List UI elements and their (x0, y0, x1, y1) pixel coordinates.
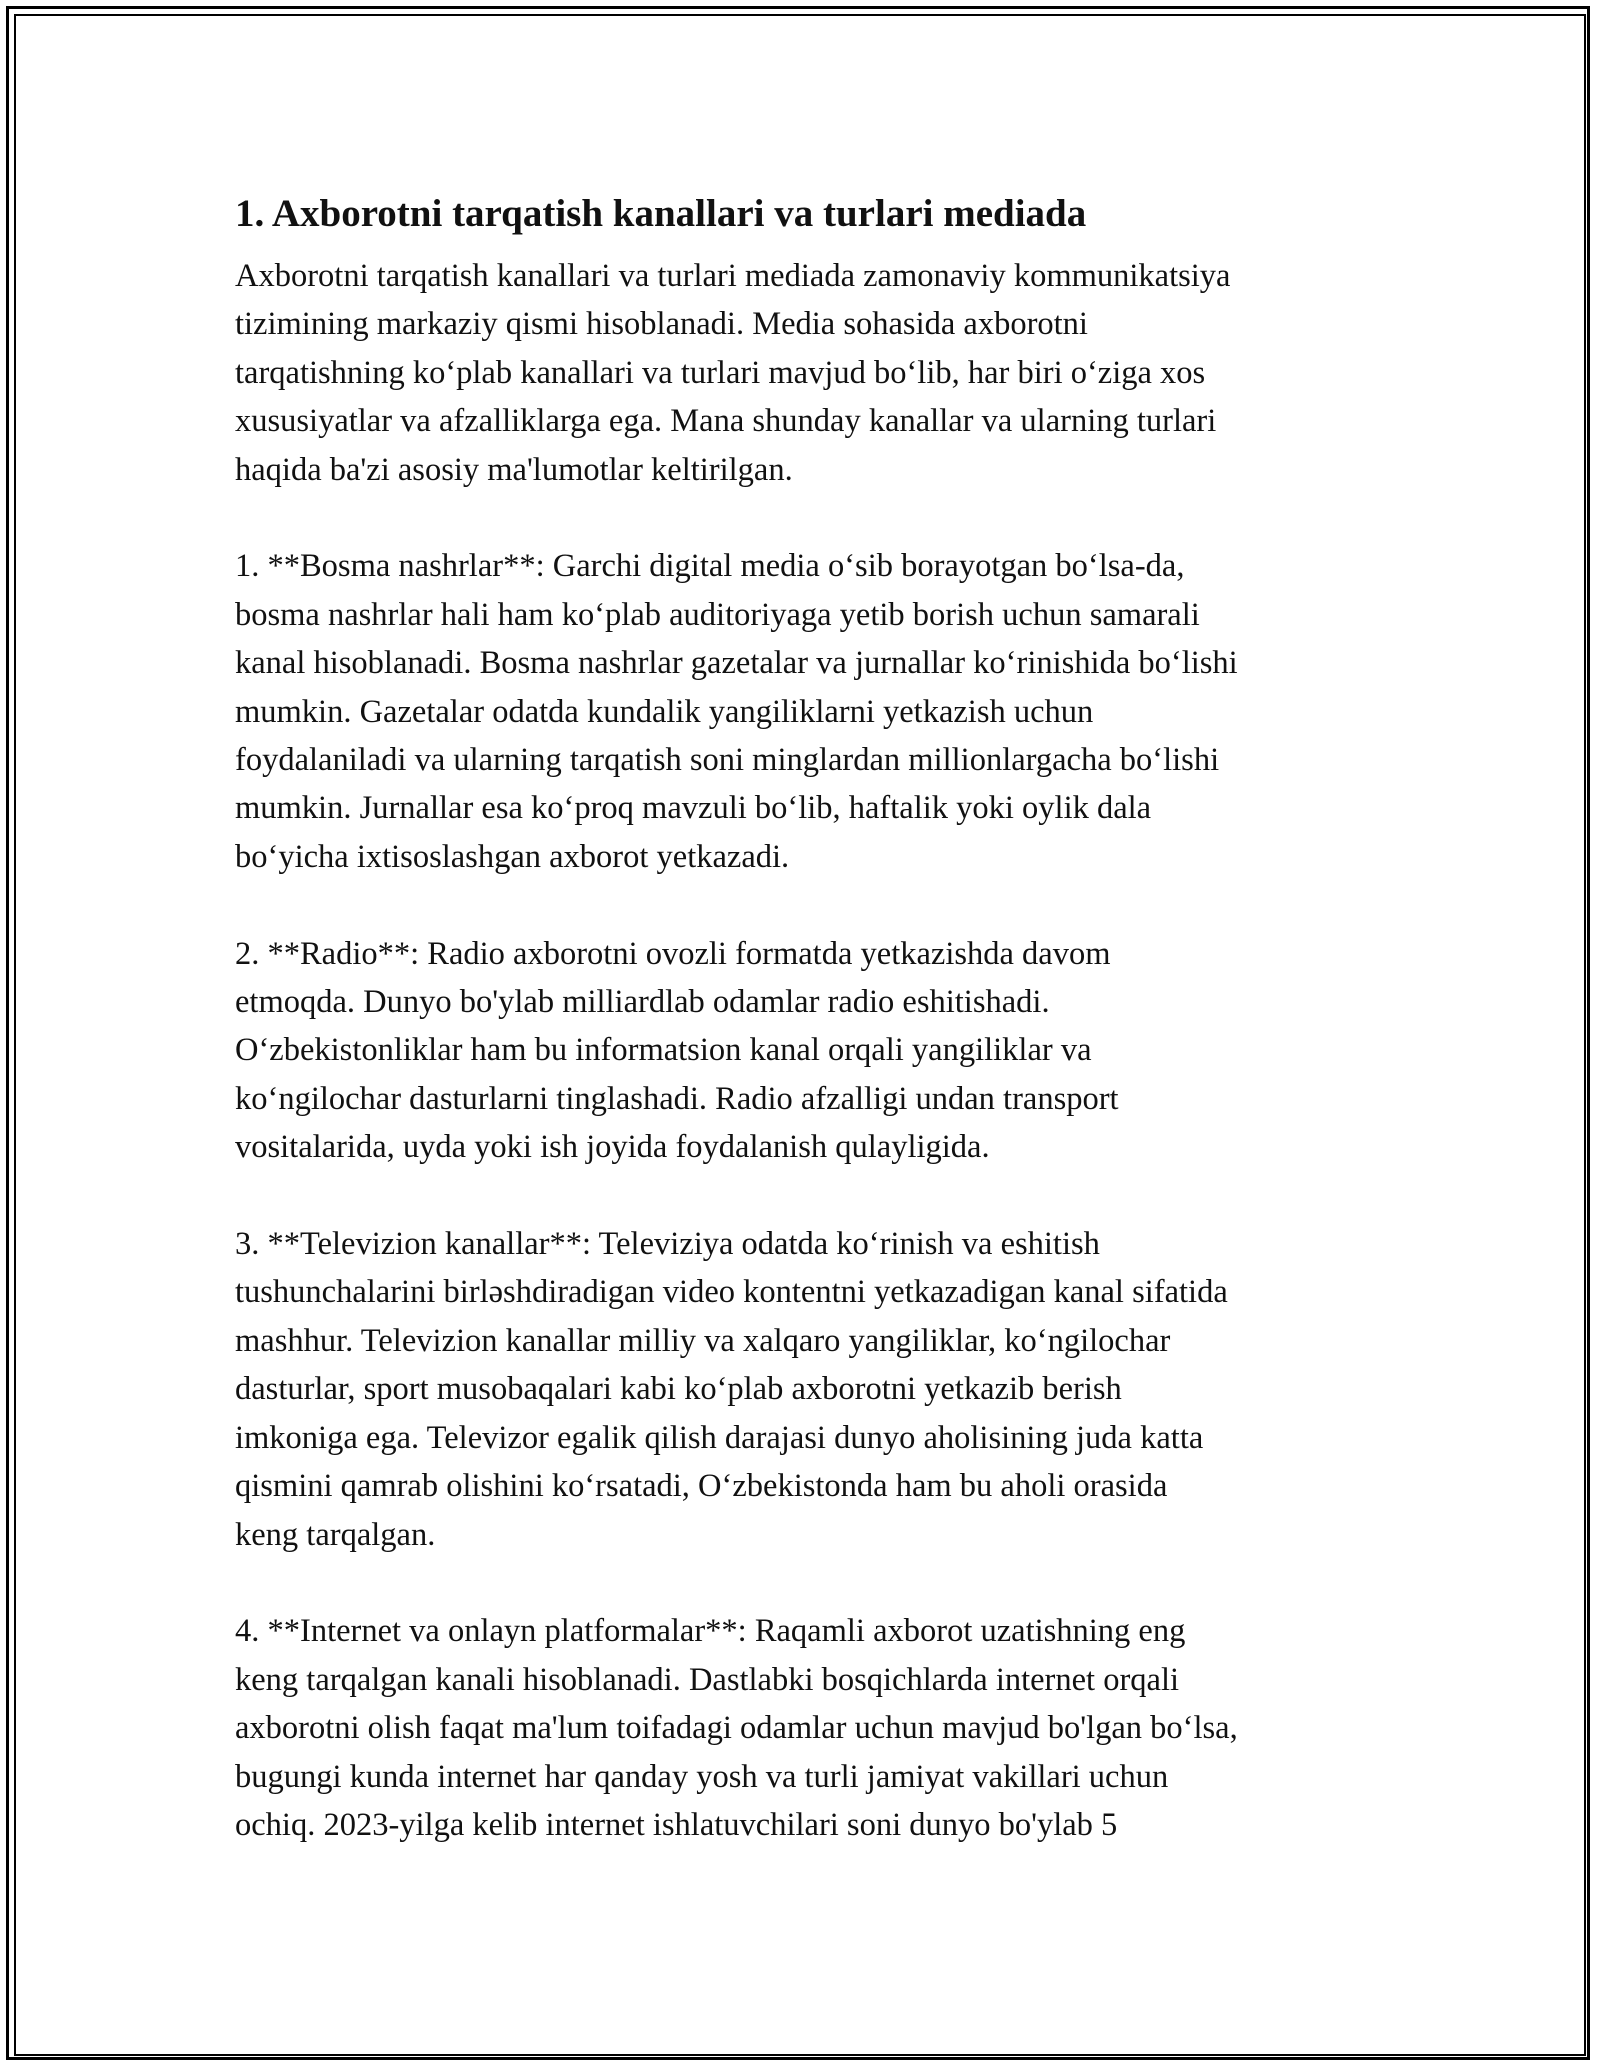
print-media-paragraph (235, 542, 1375, 881)
text-line: keng tarqalgan kanali hisoblanadi. Dastlabki bosqichlarda internet orqali (235, 1661, 1180, 1698)
internet-paragraph (235, 1607, 1375, 1849)
document-body (235, 182, 1375, 1898)
text-line: tizimining markaziy qismi hisoblanadi. Media sohasida axborotni (235, 306, 1088, 343)
text-line: etmoqda. Dunyo bo'ylab milliardlab odamlar radio eshitishadi. (235, 984, 1050, 1021)
text-line: mumkin. Jurnallar esa ko‘proq mavzuli bo‘lib, haftalik yoki oylik dala (235, 790, 1152, 827)
text-line: xususiyatlar va afzalliklarga ega. Mana shunday kanallar va ularning turlari (235, 403, 1217, 440)
text-line: foydalaniladi va ularning tarqatish soni minglardan millionlargacha bo‘lishi (235, 742, 1220, 779)
text-line: dasturlar, sport musobaqalari kabi ko‘plab axborotni yetkazib berish (235, 1371, 1122, 1408)
text-line: haqida ba'zi asosiy ma'lumotlar keltirilgan. (235, 451, 793, 488)
television-paragraph (235, 1220, 1375, 1559)
text-line: mumkin. Gazetalar odatda kundalik yangiliklarni yetkazish uchun (235, 693, 1094, 730)
text-line: 1. **Bosma nashrlar**: Garchi digital media o‘sib borayotgan bo‘lsa-da, (235, 548, 1185, 585)
text-line: bugungi kunda internet har qanday yosh va turli jamiyat vakillari uchun (235, 1758, 1169, 1795)
text-line: 4. **Internet va onlayn platformalar**: Raqamli axborot uzatishning eng (235, 1613, 1186, 1650)
text-line: 3. **Televizion kanallar**: Televiziya odatda ko‘rinish va eshitish (235, 1226, 1100, 1263)
text-line: mashhur. Televizion kanallar milliy va xalqaro yangiliklar, ko‘ngilochar (235, 1322, 1171, 1359)
text-line: vositalarida, uyda yoki ish joyida foydalanish qulayligida. (235, 1129, 990, 1166)
radio-paragraph (235, 930, 1375, 1172)
text-line: bosma nashrlar hali ham ko‘plab auditoriyaga yetib borish uchun samarali (235, 596, 1200, 633)
text-line: qismini qamrab olishini ko‘rsatadi, O‘zbekistonda ham bu aholi orasida (235, 1468, 1168, 1505)
text-line: axborotni olish faqat ma'lum toifadagi odamlar uchun mavjud bo'lgan bo‘lsa, (235, 1710, 1238, 1747)
text-line: 2. **Radio**: Radio axborotni ovozli formatda yetkazishda davom (235, 935, 1111, 972)
text-line: kanal hisoblanadi. Bosma nashrlar gazetalar va jurnallar ko‘rinishida bo‘lishi (235, 645, 1238, 682)
text-line: O‘zbekistonliklar ham bu informatsion kanal orqali yangiliklar va (235, 1032, 1092, 1069)
text-line: ochiq. 2023-yilga kelib internet ishlatuvchilari soni dunyo bo'ylab 5 (235, 1806, 1118, 1843)
section-heading: 1. Axborotni tarqatish kanallari va turlari mediada (235, 192, 1087, 235)
text-line: ko‘ngilochar dasturlarni tinglashadi. Radio afzalligi undan transport (235, 1080, 1119, 1117)
text-line: keng tarqalgan. (235, 1516, 436, 1553)
text-line: bo‘yicha ixtisoslashgan axborot yetkazadi. (235, 838, 790, 875)
text-line: imkoniga ega. Televizor egalik qilish darajasi dunyo aholisining juda katta (235, 1419, 1204, 1456)
text-line: tarqatishning ko‘plab kanallari va turlari mavjud bo‘lib, har biri o‘ziga xos (235, 354, 1206, 391)
text-line: tushunchalarini birləshdiradigan video kontentni yetkazadigan kanal sifatida (235, 1274, 1228, 1311)
text-line: Axborotni tarqatish kanallari va turlari mediada zamonaviy kommunikatsiya (235, 258, 1231, 294)
intro-paragraph (235, 252, 1375, 494)
